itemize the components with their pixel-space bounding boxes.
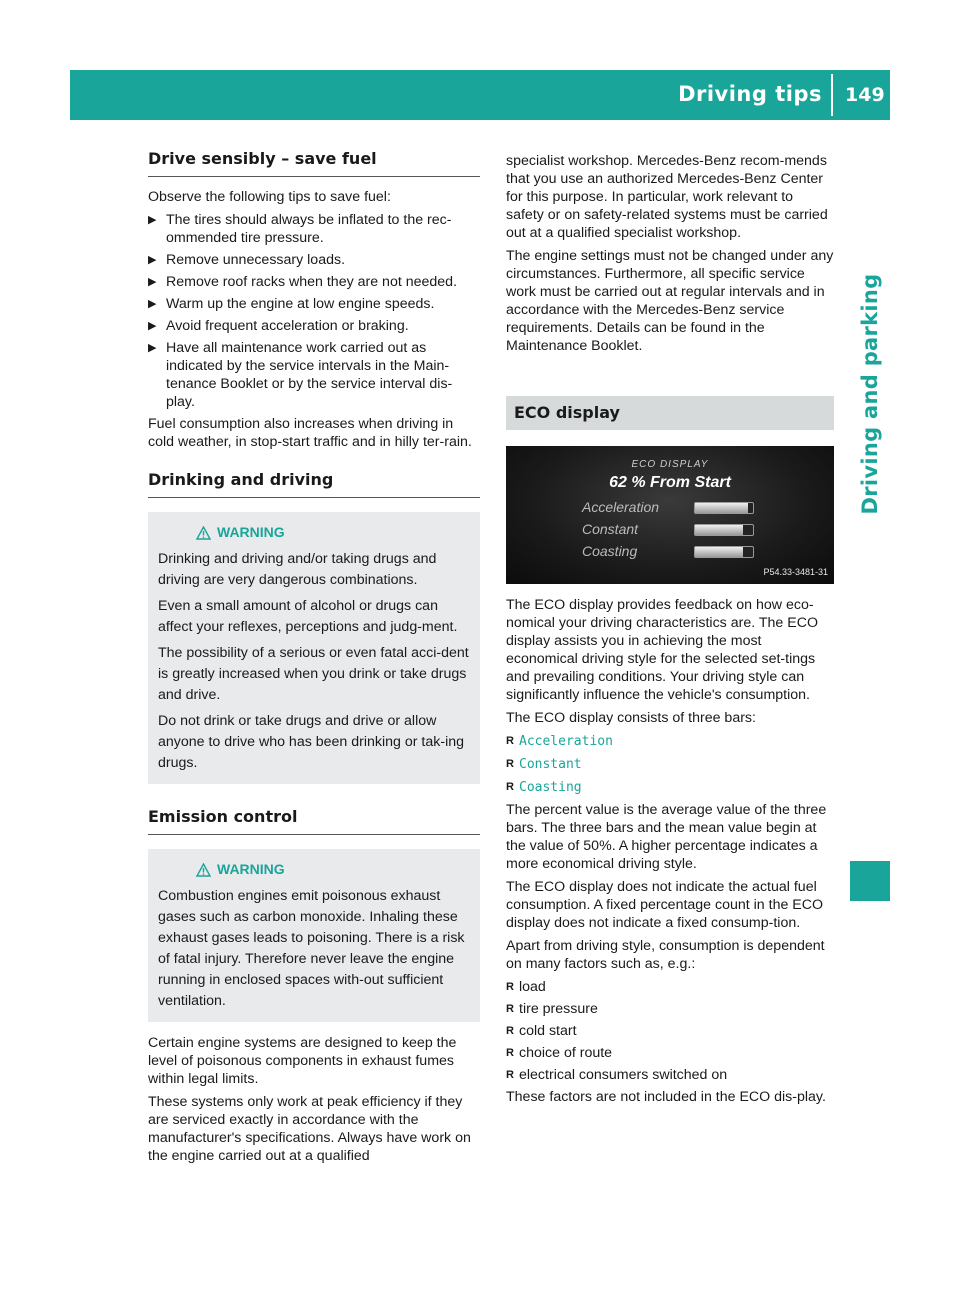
warning-paragraph: The possibility of a serious or even fatal acci-dent is greatly increased when you drink or take drugs and drive.: [158, 645, 469, 703]
bullet-r-icon: R: [506, 1003, 514, 1015]
paragraph: The ECO display consists of three bars:: [506, 710, 756, 726]
paragraph: The engine settings must not be changed under any circumstances. Furthermore, all specific service work must be carried out at regular intervals and in accordance with the Mercedes-Benz service requirements. Details can be found in the Maintenance Booklet.: [506, 248, 834, 354]
warning-triangle-icon: [196, 863, 211, 877]
list-item: R cold start: [506, 1023, 577, 1039]
warning-triangle-icon: [196, 526, 211, 540]
side-tab-label: Driving and parking: [858, 273, 882, 515]
arrow-icon: ▶: [148, 342, 157, 354]
list-item: R choice of route: [506, 1045, 613, 1061]
header-title: Driving tips: [678, 82, 822, 106]
warning-heading: WARNING: [158, 859, 472, 880]
bullet-r-icon: R: [506, 981, 514, 993]
warning-box: [148, 849, 480, 1022]
list-item: ▶ The tires should always be inflated to the rec-ommended tire pressure.: [148, 212, 452, 246]
tips-list: [148, 211, 480, 411]
section-heading-emission: Emission control: [148, 808, 480, 835]
arrow-icon: ▶: [148, 320, 157, 332]
list-item: R Constant: [506, 757, 582, 772]
warning-paragraph: Even a small amount of alcohol or drugs can affect your reflexes, perceptions and judg-ment.: [158, 598, 458, 635]
eco-bar-fill: [695, 547, 743, 557]
eco-bar-fill: [695, 503, 748, 513]
eco-display-title: ECO DISPLAY: [631, 459, 709, 470]
eco-bar-fill: [695, 525, 743, 535]
eco-bar: [694, 524, 754, 536]
header-divider: [831, 74, 833, 116]
bullet-r-icon: R: [506, 758, 514, 770]
list-item: ▶ Warm up the engine at low engine speeds.: [148, 296, 435, 312]
list-item: R electrical consumers switched on: [506, 1067, 728, 1083]
paragraph: specialist workshop. Mercedes-Benz recom-mends that you use an authorized Mercedes-Benz Center for this purpose. In particular, work relevant to safety or on safety-related systems must be carried out at a qualified specialist workshop.: [506, 153, 828, 241]
eco-display-percent: 62 % From Start: [609, 474, 731, 491]
eco-row-label: Coasting: [582, 543, 638, 559]
paragraph: Observe the following tips to save fuel:: [148, 189, 391, 205]
warning-heading: WARNING: [158, 522, 472, 543]
eco-bar: [694, 502, 754, 514]
section-heading-eco: ECO display: [506, 396, 834, 430]
list-item: ▶ Avoid frequent acceleration or braking.: [148, 318, 409, 334]
list-item: ▶ Remove roof racks when they are not needed.: [148, 274, 458, 290]
warning-paragraph: Combustion engines emit poisonous exhaust gases such as carbon monoxide. Inhaling these exhaust gases leads to poisoning. There is a risk of fatal injury. Therefore never leave the engine running in enclosed spaces with-out sufficient ventilation.: [158, 888, 465, 1009]
section-heading-save-fuel: Drive sensibly – save fuel: [148, 150, 480, 177]
bullet-r-icon: R: [506, 735, 514, 747]
list-item: R load: [506, 979, 546, 995]
warning-paragraph: Do not drink or take drugs and drive or allow anyone to drive who has been drinking or tak-ing drugs.: [158, 713, 465, 771]
list-item: R Acceleration: [506, 734, 613, 749]
paragraph: The ECO display does not indicate the actual fuel consumption. A fixed percentage count in the ECO display does not indicate a fixed consump-tion.: [506, 879, 824, 931]
eco-row-label: Constant: [582, 521, 639, 537]
list-item: R tire pressure: [506, 1001, 598, 1017]
left-column: [148, 150, 480, 1170]
paragraph: These factors are not included in the ECO dis-play.: [506, 1089, 826, 1105]
arrow-icon: ▶: [148, 214, 157, 226]
eco-bar: [694, 546, 754, 558]
list-item: ▶ Remove unnecessary loads.: [148, 252, 346, 268]
paragraph: Apart from driving style, consumption is dependent on many factors such as, e.g.:: [506, 938, 825, 972]
right-column: [506, 152, 834, 1111]
paragraph: These systems only work at peak efficiency if they are serviced exactly in accordance with the manufacturer's specifications. Always have work on the engine carried out at a qualified: [148, 1094, 471, 1164]
bullet-r-icon: R: [506, 1069, 514, 1081]
warning-paragraph: Drinking and driving and/or taking drugs and driving are very dangerous combinations.: [158, 551, 437, 588]
paragraph: The percent value is the average value of the three bars. The three bars and the mean value begin at the value of 50%. A higher percentage indicates a more economical driving style.: [506, 802, 827, 872]
paragraph: The ECO display provides feedback on how eco-nomical your driving characteristics are. The ECO display assists you in achieving the most economical driving style for the selected set-tings and prevailing conditions. Your driving style can significantly influence the vehicle's consumption.: [506, 597, 818, 703]
side-tab-marker: [850, 861, 890, 901]
bullet-r-icon: R: [506, 1025, 514, 1037]
bullet-r-icon: R: [506, 781, 514, 793]
eco-display-image: [506, 446, 834, 584]
arrow-icon: ▶: [148, 276, 157, 288]
arrow-icon: ▶: [148, 298, 157, 310]
list-item: ▶ Have all maintenance work carried out as indicated by the service intervals in the Main-tenance Booklet or by the service interval dis-play.: [148, 340, 453, 410]
bullet-r-icon: R: [506, 1047, 514, 1059]
paragraph: Fuel consumption also increases when driving in cold weather, in stop-start traffic and in hilly ter-rain.: [148, 416, 472, 450]
arrow-icon: ▶: [148, 254, 157, 266]
paragraph: Certain engine systems are designed to keep the level of poisonous components in exhaust fumes within legal limits.: [148, 1035, 457, 1087]
list-item: R Coasting: [506, 780, 582, 795]
section-heading-drinking: Drinking and driving: [148, 471, 480, 498]
eco-row-label: Acceleration: [582, 499, 660, 515]
warning-box: [148, 512, 480, 784]
page-number: 149: [845, 84, 885, 106]
image-reference-code: P54.33-3481-31: [763, 567, 828, 577]
